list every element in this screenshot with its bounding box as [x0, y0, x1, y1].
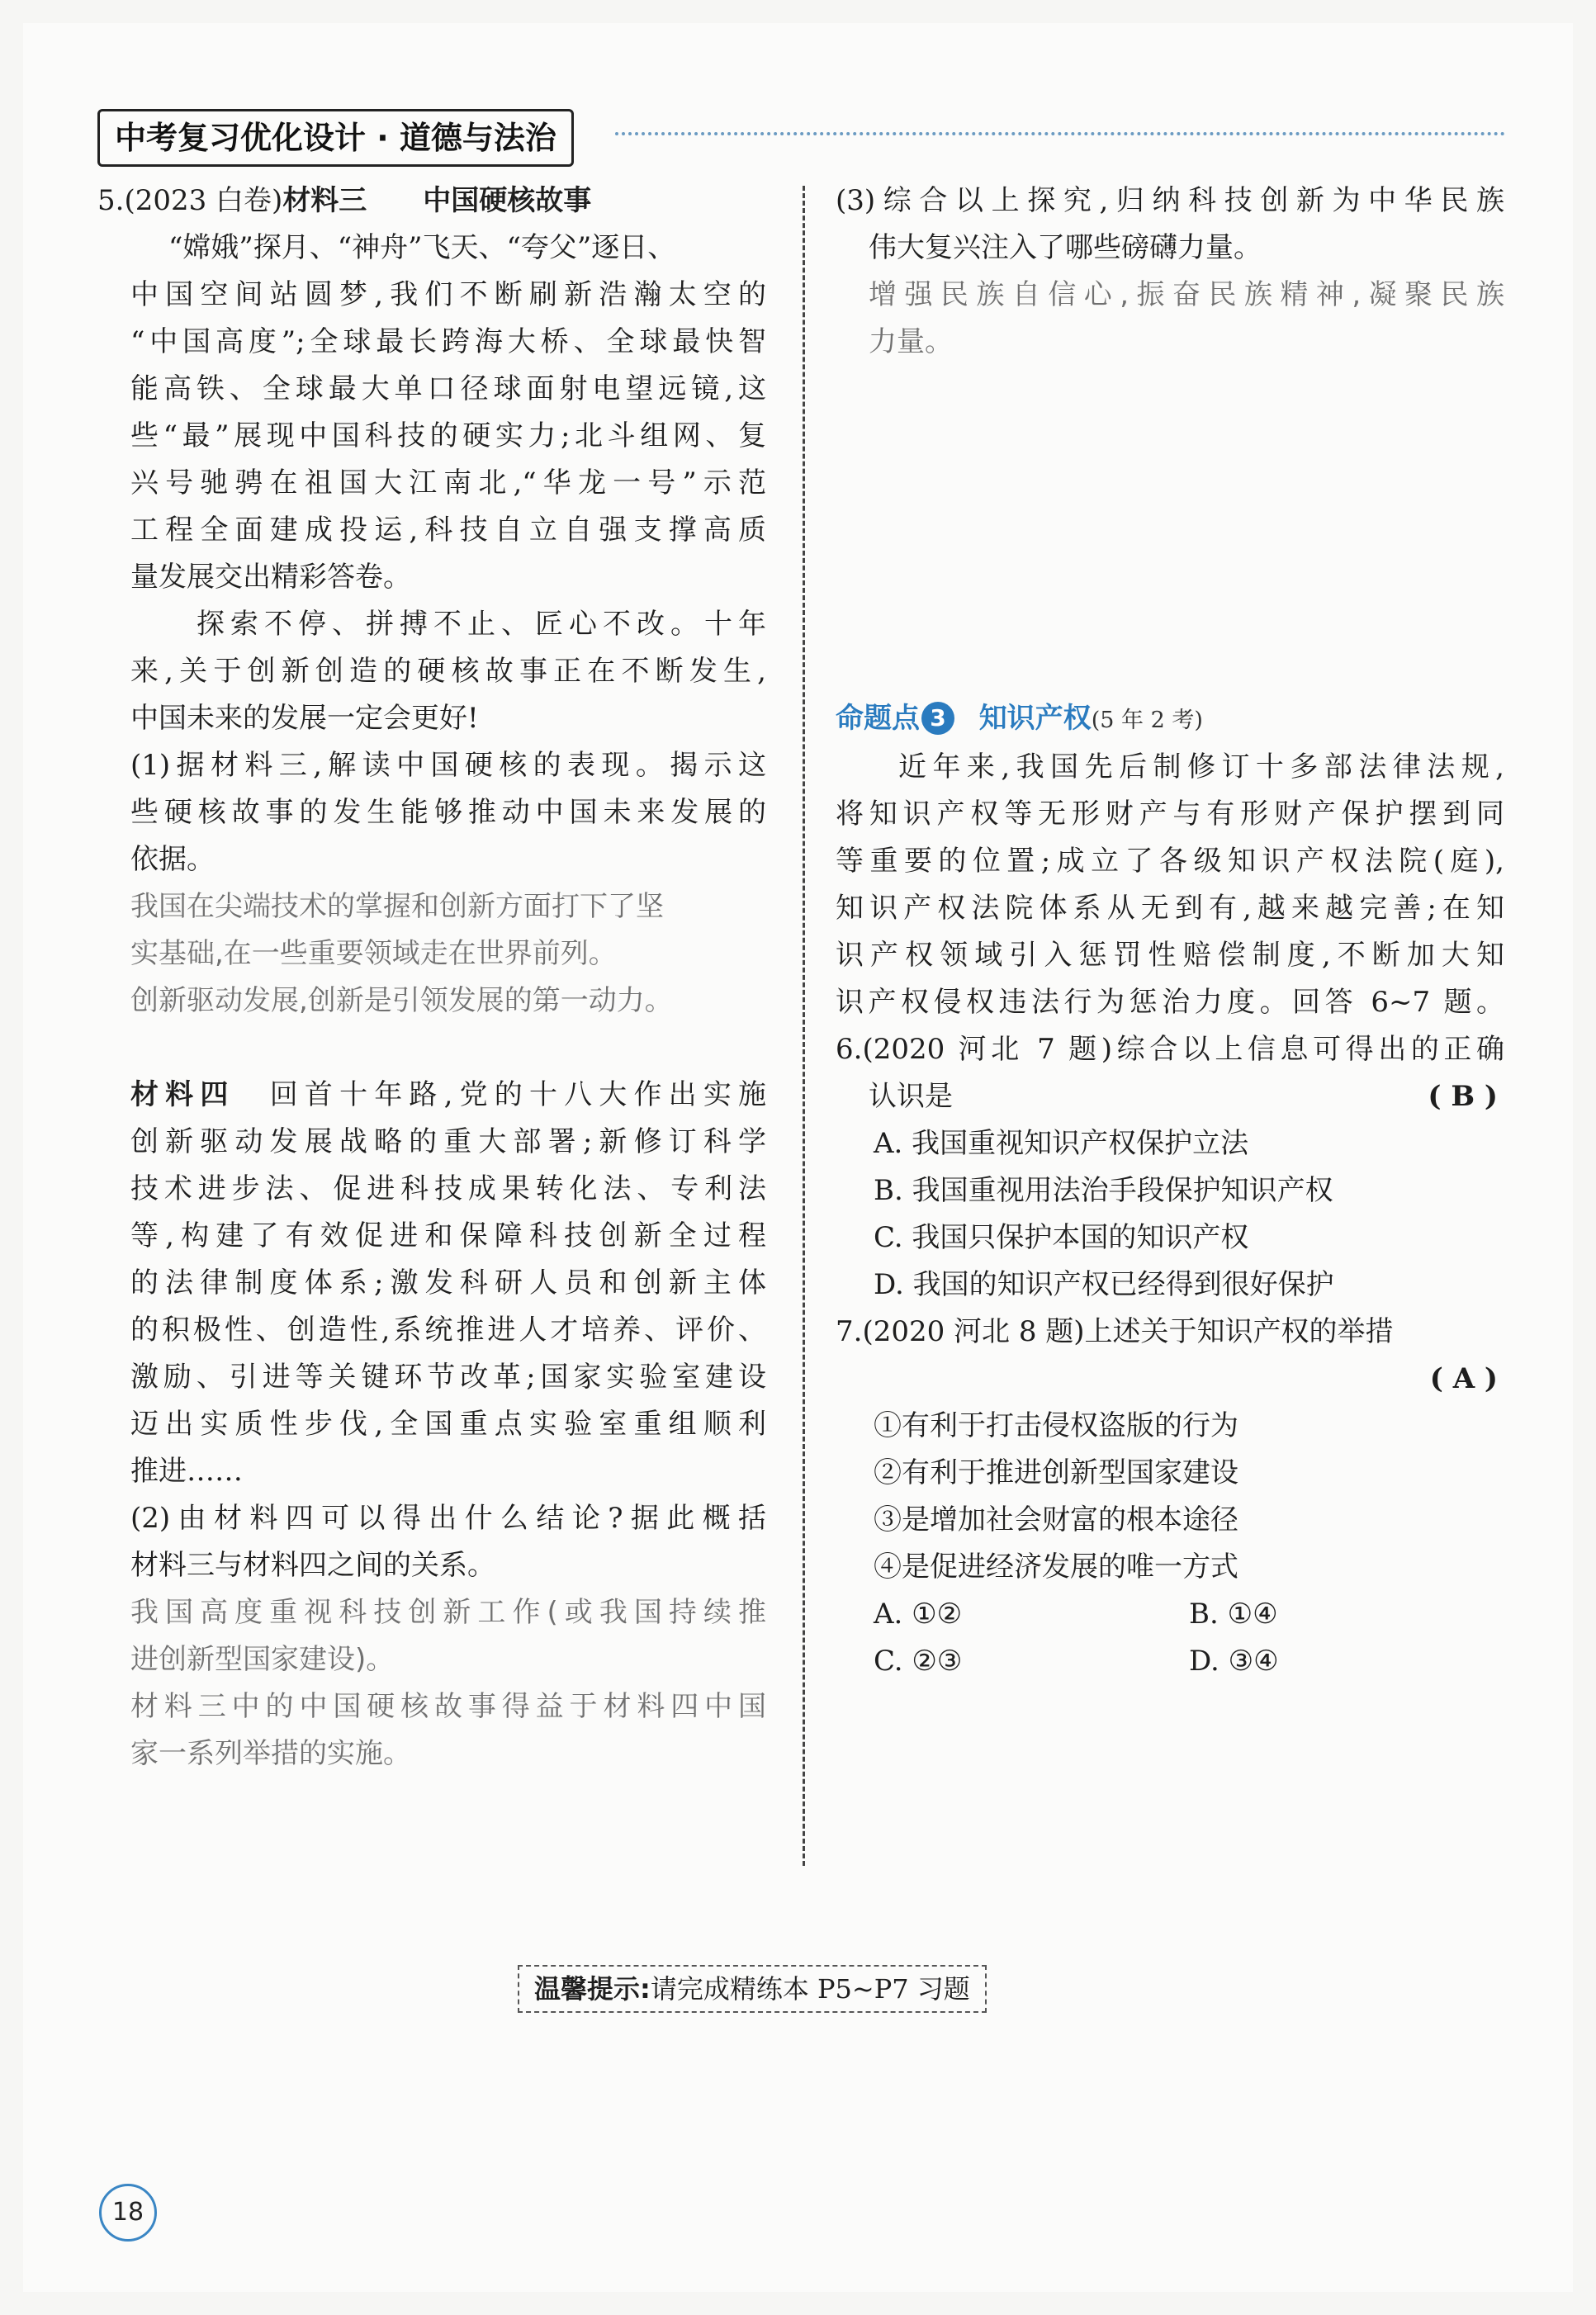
- material3-text: [97, 225, 766, 742]
- q6-option-b: B. 我国重视用法治手段保护知识产权: [874, 1174, 1333, 1207]
- q5-part1-answer: [97, 883, 766, 1025]
- q7-statement-1: ①有利于打击侵权盗版的行为: [874, 1409, 1238, 1442]
- spacer: [97, 1025, 766, 1072]
- q5-material3-title: 材料三 中国硬核故事: [282, 184, 592, 217]
- material4-label: 材料四: [130, 1078, 235, 1111]
- q7-option-a: A. ①②: [874, 1598, 963, 1631]
- tip-box: [518, 1965, 987, 2013]
- q7-statement-3: ③是增加社会财富的根本途径: [874, 1503, 1238, 1536]
- answer-line: 我国在尖端技术的掌握和创新方面打下了坚: [130, 890, 664, 923]
- answer-line: 增强民族自信心,振奋民族精神,凝聚民族: [869, 278, 1504, 311]
- question-line: 些硬核故事的发生能够推动中国未来发展的: [130, 796, 766, 829]
- q5-part3-question: [836, 178, 1504, 272]
- answer-line: 实基础,在一些重要领域走在世界前列。: [130, 937, 617, 970]
- question-line: (2)由材料四可以得出什么结论?据此概括: [130, 1502, 766, 1535]
- answer-line: 材料三中的中国硬核故事得益于材料四中国: [130, 1690, 766, 1723]
- topic-intro: [836, 744, 1504, 1026]
- material4-line: 技术进步法、促进科技成果转化法、专利法: [130, 1172, 766, 1205]
- material4-line: 创新驱动发展战略的重大部署;新修订科学: [130, 1125, 766, 1158]
- question-line: 材料三与材料四之间的关系。: [130, 1549, 495, 1582]
- q5-part2-question: [97, 1495, 766, 1589]
- intro-line: 等重要的位置;成立了各级知识产权法院(庭),: [836, 845, 1504, 878]
- topic-number-badge: 3: [921, 702, 954, 735]
- tip-text: 请完成精练本 P5~P7 习题: [650, 1973, 970, 2005]
- q6-stem: 6.(2020 河北 7 题)综合以上信息可得出的正确: [836, 1033, 1504, 1066]
- column-divider: [803, 186, 805, 1866]
- topic-frequency: (5 年 2 考): [1091, 708, 1203, 733]
- material3-line: 些“最”展现中国科技的硬实力;北斗组网、复: [130, 419, 766, 452]
- material3-line: 来,关于创新创造的硬核故事正在不断发生,: [130, 655, 766, 688]
- material4-line: 的法律制度体系;激发科研人员和创新主体: [130, 1266, 766, 1300]
- material3-line: 工程全面建成投运,科技自立自强支撑高质: [130, 514, 766, 547]
- q7-option-d: D. ③④: [1189, 1645, 1279, 1678]
- intro-line: 知识产权法院体系从无到有,越来越完善;在知: [836, 892, 1504, 925]
- q7-statement-4: ④是促进经济发展的唯一方式: [874, 1550, 1238, 1584]
- q7-option-b: B. ①④: [1189, 1598, 1278, 1631]
- material3-line: 探索不停、拼搏不止、匠心不改。十年: [197, 608, 766, 641]
- q6-option-c: C. 我国只保护本国的知识产权: [874, 1221, 1249, 1254]
- q7-options-row-2: [836, 1638, 1504, 1685]
- intro-line: 识产权侵权违法行为惩治力度。回答 6~7 题。: [836, 986, 1504, 1019]
- page-number: 18: [99, 2184, 157, 2242]
- material4-first: 回首十年路,党的十八大作出实施: [269, 1078, 766, 1111]
- material4-line: 推进……: [130, 1455, 243, 1488]
- question-6: [836, 1026, 1504, 1309]
- header-dotted-rule: [615, 132, 1505, 135]
- material3-line: 中国未来的发展一定会更好!: [130, 702, 479, 735]
- q5-part1-question: [97, 742, 766, 883]
- right-column: [836, 178, 1504, 1685]
- q7-statement-2: ②有利于推进创新型国家建设: [874, 1456, 1238, 1489]
- topic-title: 知识产权: [978, 702, 1092, 735]
- material4-line: 激励、引进等关键环节改革;国家实验室建设: [130, 1361, 766, 1394]
- answer-line: 力量。: [869, 325, 953, 358]
- material3-line: 量发展交出精彩答卷。: [130, 561, 411, 594]
- answer-line: 进创新型国家建设)。: [130, 1643, 395, 1676]
- q5-part3-answer: [836, 272, 1504, 366]
- q5-heading: [97, 178, 766, 225]
- q7-answer-row: [836, 1356, 1504, 1403]
- material3-line: 兴号驰骋在祖国大江南北,“华龙一号”示范: [130, 466, 766, 499]
- q7-option-c: C. ②③: [874, 1645, 963, 1678]
- q5-part2-answer: [97, 1589, 766, 1778]
- material3-line: 能高铁、全球最大单口径球面射电望远镜,这: [130, 372, 766, 405]
- question-line: (3)综合以上探究,归纳科技创新为中华民族: [836, 184, 1504, 217]
- topic-heading: [836, 695, 1504, 744]
- q6-option-a: A. 我国重视知识产权保护立法: [874, 1127, 1249, 1160]
- question-line: 伟大复兴注入了哪些磅礴力量。: [869, 231, 1262, 264]
- question-line: 依据。: [130, 843, 215, 876]
- question-line: (1)据材料三,解读中国硬核的表现。揭示这: [130, 749, 766, 782]
- q7-answer: ( A ): [1429, 1362, 1498, 1395]
- left-column: [97, 178, 766, 1778]
- q7-stem: 7.(2020 河北 8 题)上述关于知识产权的举措: [836, 1315, 1394, 1348]
- q5-source: 5.(2023 白卷): [97, 184, 283, 217]
- q7-options-row-1: [836, 1591, 1504, 1638]
- material3-line: 中国空间站圆梦,我们不断刷新浩瀚太空的: [130, 278, 766, 311]
- book-header-title: 中考复习优化设计 · 道德与法治: [97, 109, 574, 167]
- answer-line: 创新驱动发展,创新是引领发展的第一动力。: [130, 984, 673, 1017]
- material4-line: [130, 1072, 766, 1119]
- intro-line: 近年来,我国先后制修订十多部法律法规,: [898, 750, 1504, 784]
- q6-stem-cont: [836, 1073, 1504, 1120]
- question-7: [836, 1309, 1504, 1685]
- material4-text: [97, 1072, 766, 1495]
- intro-line: 将知识产权等无形财产与有形财产保护摆到同: [836, 798, 1504, 831]
- topic-label: 命题点: [836, 702, 920, 735]
- tip-label: 温馨提示:: [534, 1973, 651, 2005]
- intro-line: 识产权领域引入惩罚性赔偿制度,不断加大知: [836, 939, 1504, 972]
- material4-line: 迈出实质性步伐,全国重点实验室重组顺利: [130, 1408, 766, 1441]
- answer-line: 我国高度重视科技创新工作(或我国持续推: [130, 1596, 766, 1629]
- q6-option-d: D. 我国的知识产权已经得到很好保护: [874, 1268, 1334, 1301]
- answer-space: [836, 366, 1504, 695]
- material4-line: 的积极性、创造性,系统推进人才培养、评价、: [130, 1314, 766, 1347]
- material3-line: “嫦娥”探月、“神舟”飞天、“夸父”逐日、: [168, 231, 676, 264]
- q6-stem-end: 认识是: [869, 1080, 953, 1113]
- material3-line: “中国高度”;全球最长跨海大桥、全球最快智: [130, 325, 766, 358]
- q6-answer: ( B ): [1428, 1080, 1498, 1113]
- material4-line: 等,构建了有效促进和保障科技创新全过程: [130, 1219, 766, 1252]
- answer-line: 家一系列举措的实施。: [130, 1737, 411, 1770]
